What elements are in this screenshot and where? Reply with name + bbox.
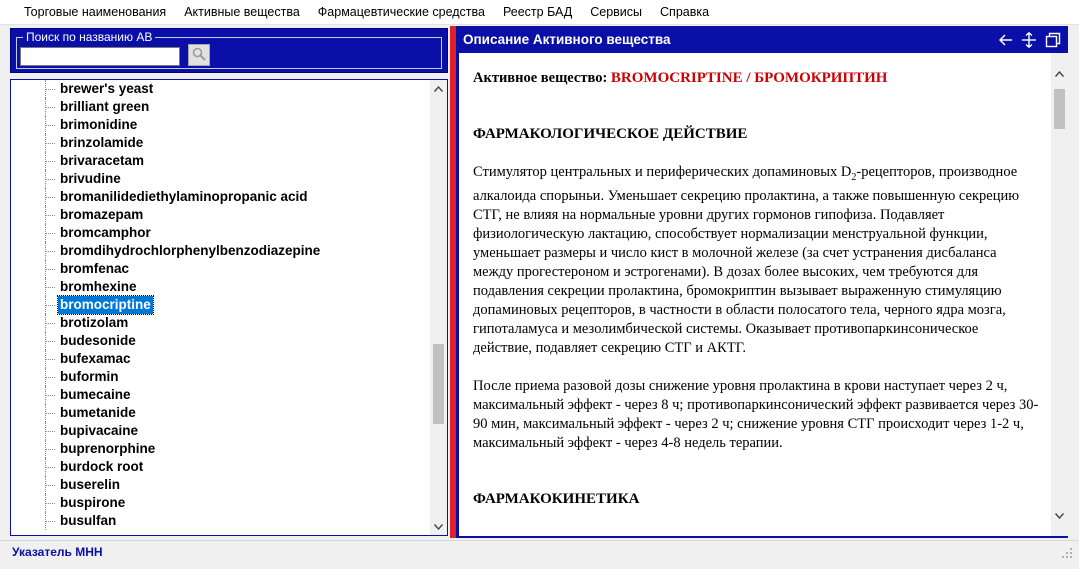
pharmacology-text-rest: -рецепторов, производное алкалоида спорыньи. Уменьшает секрецию пролактина, а также повышенную секрецию СТГ, не влияя на нормальные уровни других гормонов гипофиза. Подавляет физиологическую лактацию, способствует нормализации менструальной функции, уменьшает размеры и число кист в молочной железе (за счет устранения дисбаланса между прогестероном и эстрогенами). В дозах более высоких, чем требуются для подавления секреции пролактина, бромокриптин вызывает выраженную стимуляцию допаминовых рецепторов, в частности в области полосатого тела, черного ядра мозга, гипоталамуса и мезолимбической системы. Оказывает противопаркинсоническое действие, подавляет секрецию СТГ и АКТГ. xyxy=(473,164,1020,356)
substance-line xyxy=(473,69,1039,88)
tree-item[interactable] xyxy=(11,404,431,422)
description-title: Описание Активного вещества xyxy=(463,32,671,47)
description-content xyxy=(473,63,1039,509)
size-grip-icon[interactable] xyxy=(1061,547,1073,559)
tree-item-label[interactable]: bromocriptine xyxy=(60,297,151,312)
restore-window-icon[interactable] xyxy=(1043,30,1063,50)
tree-item[interactable] xyxy=(11,458,431,476)
tree-item[interactable] xyxy=(11,80,431,98)
tree-list xyxy=(11,80,431,535)
tree-item-label[interactable]: brimonidine xyxy=(60,117,138,132)
tree-item-label[interactable]: bromazepam xyxy=(60,207,144,222)
status-bar xyxy=(0,540,1079,569)
scroll-down-icon[interactable] xyxy=(430,518,447,535)
substance-label: Активное вещество: xyxy=(473,70,608,86)
description-body xyxy=(456,53,1068,538)
tree-item[interactable] xyxy=(11,98,431,116)
pharmacology-title: ФАРМАКОЛОГИЧЕСКОЕ ДЕЙСТВИЕ xyxy=(473,126,748,142)
tree-item-label[interactable]: bromhexine xyxy=(60,279,137,294)
tree-item[interactable] xyxy=(11,116,431,134)
search-input[interactable] xyxy=(20,47,180,66)
tree-item-label[interactable]: bromdihydrochlorphenylbenzodiazepine xyxy=(60,243,321,258)
receptor-subscript: 2 xyxy=(851,171,857,183)
tree-item-label[interactable]: bromcamphor xyxy=(60,225,151,240)
search-icon xyxy=(192,47,206,64)
tree-scrollbar[interactable] xyxy=(430,80,447,535)
tree-item[interactable] xyxy=(11,512,431,530)
tree-item[interactable] xyxy=(11,188,431,206)
tree-item[interactable] xyxy=(11,494,431,512)
tree-scroll-thumb[interactable] xyxy=(433,344,444,424)
tree-item[interactable] xyxy=(11,440,431,458)
description-header xyxy=(456,26,1068,53)
tree-item[interactable] xyxy=(11,242,431,260)
menu-trade-names[interactable]: Торговые наименования xyxy=(24,5,167,19)
tree-item[interactable] xyxy=(11,170,431,188)
menu-active-substances[interactable]: Активные вещества xyxy=(184,5,300,19)
search-group xyxy=(16,30,442,69)
scroll-down-icon[interactable] xyxy=(1051,507,1068,524)
tree-item-label[interactable]: buformin xyxy=(60,369,119,384)
tree-item-label[interactable]: brewer's yeast xyxy=(60,81,154,96)
tree-item-label[interactable]: brilliant green xyxy=(60,99,150,114)
scroll-up-icon[interactable] xyxy=(1051,65,1068,82)
search-legend: Поиск по названию АВ xyxy=(23,30,155,44)
dynamics-text: После приема разовой дозы снижение уровня пролактина в крови наступает через 2 ч, максимальный эффект - через 8 ч; противопаркинсонический эффект развивается через 30-90 мин, максимальный эффект - через 2 ч; снижение уровня СТГ происходит через 1-2 ч, максимальный эффект - через 4-8 недель терапии. xyxy=(473,377,1039,451)
tree-item[interactable] xyxy=(11,278,431,296)
scroll-up-icon[interactable] xyxy=(430,80,447,97)
tree-item-label[interactable]: busulfan xyxy=(60,513,117,528)
tree-item[interactable] xyxy=(11,152,431,170)
tree-item[interactable] xyxy=(11,422,431,440)
pharmacology-text-start: Стимулятор центральных и периферических допаминовых D xyxy=(473,164,852,180)
tree-item-label[interactable]: brotizolam xyxy=(60,315,129,330)
tree-item-label[interactable]: budesonide xyxy=(60,333,136,348)
tree-item[interactable] xyxy=(11,332,431,350)
move-icon[interactable] xyxy=(1019,30,1039,50)
tree-item[interactable] xyxy=(11,476,431,494)
tree-item-label[interactable]: buserelin xyxy=(60,477,121,492)
tree-item-label[interactable]: buprenorphine xyxy=(60,441,156,456)
tree-item[interactable] xyxy=(11,350,431,368)
substance-tree xyxy=(10,79,448,536)
tree-item-label[interactable]: bumecaine xyxy=(60,387,131,402)
search-panel xyxy=(10,28,448,73)
tree-item-label[interactable]: bumetanide xyxy=(60,405,136,420)
tree-item[interactable] xyxy=(11,224,431,242)
tree-item-label[interactable]: brivaracetam xyxy=(60,153,145,168)
tree-item[interactable] xyxy=(11,386,431,404)
tree-item-label[interactable]: buspirone xyxy=(60,495,126,510)
menu-services[interactable]: Сервисы xyxy=(590,5,643,19)
tree-item-label[interactable]: bufexamac xyxy=(60,351,131,366)
search-button[interactable] xyxy=(188,44,210,66)
tree-item-label[interactable]: brivudine xyxy=(60,171,121,186)
tree-item-label[interactable]: bromanilidediethylaminopropanic acid xyxy=(60,189,308,204)
tree-item-selected[interactable] xyxy=(11,296,431,314)
tree-item[interactable] xyxy=(11,368,431,386)
pharmacokinetics-title: ФАРМАКОКИНЕТИКА xyxy=(473,490,640,507)
back-arrow-icon[interactable] xyxy=(996,30,1016,50)
pharmacology-text xyxy=(473,163,1039,358)
tree-item-label[interactable]: bromfenac xyxy=(60,261,130,276)
menu-bar xyxy=(0,0,1079,25)
substance-name: BROMOCRIPTINE / БРОМОКРИПТИН xyxy=(610,70,888,86)
tree-item-label[interactable]: bupivacaine xyxy=(60,423,139,438)
menu-pharma-products[interactable]: Фармацевтические средства xyxy=(317,5,485,19)
tree-item[interactable] xyxy=(11,260,431,278)
menu-help[interactable]: Справка xyxy=(660,5,710,19)
tree-item[interactable] xyxy=(11,134,431,152)
status-text: Указатель МНН xyxy=(12,545,103,559)
tree-item[interactable] xyxy=(11,314,431,332)
tree-item-label[interactable]: brinzolamide xyxy=(60,135,144,150)
tree-item[interactable] xyxy=(11,206,431,224)
tree-item-label[interactable]: burdock root xyxy=(60,459,144,474)
description-scrollbar[interactable] xyxy=(1051,53,1068,536)
description-scroll-thumb[interactable] xyxy=(1054,89,1065,129)
menu-bad-registry[interactable]: Реестр БАД xyxy=(502,5,573,19)
